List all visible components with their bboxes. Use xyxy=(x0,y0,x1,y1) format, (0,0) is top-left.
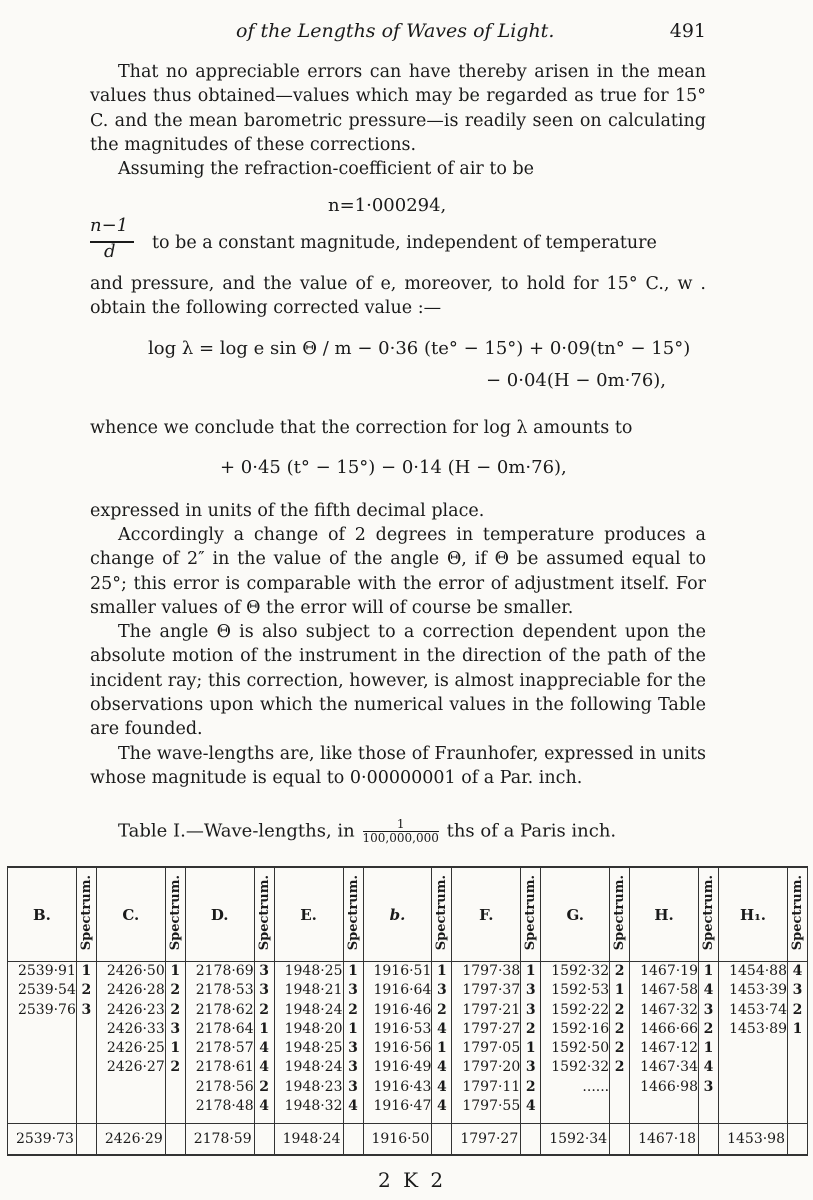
spectrum-number: 2 xyxy=(170,982,181,999)
wavelength-value: 1916·47 xyxy=(373,1098,432,1115)
wavelength-value: 2539·76 xyxy=(17,1001,76,1018)
spectrum-number: 3 xyxy=(703,1078,714,1095)
mean-value: 2426·29 xyxy=(96,1124,165,1156)
wavelength-value: 1592·16 xyxy=(551,1020,610,1037)
wavelength-value: 1916·64 xyxy=(373,982,432,999)
values-col xyxy=(185,962,254,1124)
paragraph-3-tail: to be a constant magnitude, independent of temperature xyxy=(152,233,657,253)
mean-spectrum-blank xyxy=(432,1124,452,1156)
spectrum-number: 2 xyxy=(259,1078,269,1095)
header-spectrum xyxy=(343,867,363,962)
spectrum-number: 1 xyxy=(525,963,536,979)
header-line-d: D. xyxy=(185,867,254,962)
spectrum-label: Spectrum. xyxy=(790,874,805,951)
spectrum-number: 3 xyxy=(792,982,803,999)
mean-spectrum-blank xyxy=(343,1124,363,1156)
page-number: 491 xyxy=(669,20,706,42)
wavelength-value: 2178·57 xyxy=(195,1040,254,1057)
mean-value: 1453·98 xyxy=(719,1124,788,1156)
paragraph-1: That no appreciable errors can have thereby arisen in the mean values thus obtained—values which may be regarded as true for 15° C. and the mean barometric pressure—is readily seen on calculating the magnitudes of these corrections. xyxy=(90,62,706,155)
wavelength-value: 2539·54 xyxy=(17,982,76,999)
mean-value: 1467·18 xyxy=(630,1124,699,1156)
wavelength-value: 1592·32 xyxy=(551,963,610,979)
spectrum-number: 3 xyxy=(703,1001,714,1018)
spectra-col xyxy=(254,962,274,1124)
spectrum-number: 3 xyxy=(348,982,358,999)
spectrum-number: 3 xyxy=(525,1059,536,1076)
spectrum-number: 1 xyxy=(259,1020,269,1037)
mean-spectrum-blank xyxy=(699,1124,719,1156)
wavelength-value: 1948·24 xyxy=(284,1001,343,1018)
spectra-col xyxy=(521,962,541,1124)
spectrum-number: 3 xyxy=(437,982,447,999)
wavelength-value: 1467·58 xyxy=(640,982,698,999)
header-line-h: H. xyxy=(630,867,699,962)
wavelength-value: 1948·21 xyxy=(284,982,343,999)
page-header xyxy=(236,20,706,48)
mean-value: 2539·73 xyxy=(8,1124,77,1156)
spectrum-number: 2 xyxy=(170,1059,181,1076)
wavelength-value: 1466·98 xyxy=(640,1078,698,1095)
wavelength-value: 1453·39 xyxy=(729,982,787,999)
values-col xyxy=(630,962,699,1124)
spectrum-label: Spectrum. xyxy=(256,874,272,951)
spectrum-number: 2 xyxy=(614,963,625,979)
wavelength-value: 2426·27 xyxy=(106,1059,165,1076)
wavelength-value: 2178·53 xyxy=(195,982,254,999)
spectrum-number: 1 xyxy=(792,1020,803,1037)
wavelength-value: 2178·69 xyxy=(195,963,254,979)
wavelength-value: 1466·66 xyxy=(640,1020,698,1037)
wavelength-value: 2426·25 xyxy=(106,1040,165,1057)
spectrum-number: 2 xyxy=(614,1020,625,1037)
caption-fraction xyxy=(363,818,439,845)
paragraph-6: Accordingly a change of 2 degrees in temperature produces a change of 2″ in the value of the angle Θ, if Θ be assumed equal to 25°; this error is comparable with the error of adjustment itself. For smaller values of Θ the error will of course be smaller. xyxy=(90,525,706,618)
wavelength-value: 1797·27 xyxy=(462,1020,521,1037)
running-title: of the Lengths of Waves of Light. xyxy=(236,20,555,42)
spectra-col xyxy=(610,962,630,1124)
table-caption xyxy=(118,818,718,858)
spectrum-number: 3 xyxy=(259,982,269,999)
header-spectrum xyxy=(788,867,808,962)
wavelength-value: 1797·05 xyxy=(462,1040,521,1057)
header-line-b-small: b. xyxy=(363,867,432,962)
wavelength-value: 2178·64 xyxy=(195,1020,254,1037)
spectra-col xyxy=(165,962,185,1124)
spectrum-number: 3 xyxy=(348,1059,358,1076)
spectrum-number: 2 xyxy=(81,982,92,999)
wavelength-value: 1948·32 xyxy=(284,1098,343,1115)
spectrum-label: Spectrum. xyxy=(78,874,94,951)
equation-refraction: n=1·000294, xyxy=(328,195,447,216)
header-spectrum xyxy=(432,867,452,962)
header-spectrum xyxy=(254,867,274,962)
wavelength-value: 1797·20 xyxy=(462,1059,521,1076)
mean-spectrum-blank xyxy=(521,1124,541,1156)
fraction-numerator: n−1 xyxy=(90,215,129,236)
spectrum-number: 4 xyxy=(525,1098,536,1115)
spectrum-number: 3 xyxy=(81,1001,92,1018)
caption-fraction-denominator: 100,000,000 xyxy=(362,831,439,845)
wavelength-value: 1948·23 xyxy=(284,1078,343,1095)
spectra-col xyxy=(432,962,452,1124)
equation-log-lambda-line-2: − 0·04(H − 0m·76), xyxy=(486,370,667,391)
wavelength-value: 1454·88 xyxy=(729,963,787,979)
spectrum-number: 4 xyxy=(437,1059,447,1076)
spectrum-number: 3 xyxy=(525,982,536,999)
spectrum-label: Spectrum. xyxy=(523,874,539,951)
wavelength-value: 2539·91 xyxy=(17,963,76,979)
wavelength-value: 1916·46 xyxy=(373,1001,432,1018)
wavelength-value: 1916·49 xyxy=(373,1059,432,1076)
caption-suffix: ths of a Paris inch. xyxy=(446,820,617,842)
mean-value: 1948·24 xyxy=(274,1124,343,1156)
wave-lengths-table xyxy=(7,866,808,1156)
spectrum-label: Spectrum. xyxy=(434,874,450,951)
wavelength-value: 1916·53 xyxy=(373,1020,432,1037)
mean-spectrum-blank xyxy=(165,1124,185,1156)
spectrum-number: 1 xyxy=(170,1040,181,1057)
paragraph-8: The wave-lengths are, like those of Fraunhofer, expressed in units whose magnitude is equal to 0·00000001 of a Par. inch. xyxy=(90,744,706,789)
spectrum-number: 4 xyxy=(259,1040,269,1057)
header-spectrum xyxy=(521,867,541,962)
spectrum-number: 3 xyxy=(348,1078,358,1095)
wavelength-value: 1453·74 xyxy=(729,1001,787,1018)
wavelength-value: 1916·43 xyxy=(373,1078,432,1095)
spectrum-number: 3 xyxy=(170,1020,181,1037)
spectrum-number: 4 xyxy=(259,1098,269,1115)
caption-prefix: Table I.—Wave-lengths, in xyxy=(118,820,355,842)
wavelength-value: 1797·37 xyxy=(462,982,521,999)
wavelength-value: 1592·22 xyxy=(551,1001,610,1018)
header-line-h1: H₁. xyxy=(719,867,788,962)
signature-mark: 2 K 2 xyxy=(378,1168,447,1192)
mean-spectrum-blank xyxy=(788,1124,808,1156)
wavelength-value: 2426·23 xyxy=(106,1001,165,1018)
spectrum-number: 1 xyxy=(348,1020,358,1037)
spectrum-number: 1 xyxy=(81,963,92,979)
paragraph-7: The angle Θ is also subject to a correction dependent upon the absolute motion of the instrument in the direction of the path of the incident ray; this correction, however, is almost inappreciable for the observations upon which the numerical values in the following Table are founded. xyxy=(90,622,706,740)
spectrum-number: 1 xyxy=(348,963,358,979)
spectrum-number xyxy=(610,1078,629,1097)
spectrum-number: 4 xyxy=(437,1078,447,1095)
spectrum-number: 3 xyxy=(259,963,269,979)
wavelength-value: 1592·53 xyxy=(551,982,610,999)
equation-correction: + 0·45 (t° − 15°) − 0·14 (H − 0m·76), xyxy=(220,457,567,478)
spectrum-number: 4 xyxy=(703,982,714,999)
fraction-denominator: d xyxy=(104,241,116,262)
spectrum-number: 3 xyxy=(525,1001,536,1018)
header-line-e: E. xyxy=(274,867,343,962)
spectrum-number: 1 xyxy=(614,982,625,999)
header-spectrum xyxy=(76,867,96,962)
mean-value: 1916·50 xyxy=(363,1124,432,1156)
spectrum-number: 1 xyxy=(703,963,714,979)
wavelength-value: 2426·28 xyxy=(106,982,165,999)
mean-value: 2178·59 xyxy=(185,1124,254,1156)
header-line-b: B. xyxy=(8,867,77,962)
mean-value: 1797·27 xyxy=(452,1124,521,1156)
spectra-col xyxy=(699,962,719,1124)
wavelength-value: 1467·19 xyxy=(640,963,698,979)
paragraph-4: whence we conclude that the correction for log λ amounts to xyxy=(90,418,633,438)
spectrum-label: Spectrum. xyxy=(345,874,361,951)
wavelength-value: 1948·25 xyxy=(284,963,343,979)
wavelength-value: ...... xyxy=(582,1078,610,1095)
wavelength-value: 1592·32 xyxy=(551,1059,610,1076)
values-col xyxy=(8,962,77,1124)
spectrum-number: 2 xyxy=(170,1001,181,1018)
spectrum-number: 3 xyxy=(348,1040,358,1057)
spectrum-number: 2 xyxy=(259,1001,269,1018)
spectrum-number: 2 xyxy=(703,1020,714,1037)
table-body-row xyxy=(8,962,808,1124)
wavelength-value: 1797·38 xyxy=(462,963,521,979)
spectrum-number: 4 xyxy=(437,1098,447,1115)
wavelength-value: 1797·55 xyxy=(462,1098,521,1115)
paragraph-2: Assuming the refraction-coefficient of air to be xyxy=(118,159,535,179)
mean-spectrum-blank xyxy=(76,1124,96,1156)
wavelength-value: 1467·12 xyxy=(640,1040,698,1057)
values-col xyxy=(452,962,521,1124)
mean-spectrum-blank xyxy=(254,1124,274,1156)
spectrum-number: 2 xyxy=(614,1040,625,1057)
spectrum-number: 1 xyxy=(170,963,181,979)
wavelength-value: 1948·25 xyxy=(284,1040,343,1057)
wavelength-value: 2426·50 xyxy=(106,963,165,979)
spectrum-number: 2 xyxy=(348,1001,358,1018)
equation-log-lambda-line-1: log λ = log e sin Θ / m − 0·36 (te° − 15°) + 0·09(tn° − 15°) xyxy=(148,338,691,359)
wavelength-value: 1467·34 xyxy=(640,1059,698,1076)
spectrum-number: 4 xyxy=(348,1098,358,1115)
wavelength-value: 1916·56 xyxy=(373,1040,432,1057)
header-line-f: F. xyxy=(452,867,521,962)
spectrum-number: 1 xyxy=(437,963,447,979)
spectrum-number: 4 xyxy=(792,963,803,979)
values-col xyxy=(541,962,610,1124)
header-spectrum xyxy=(699,867,719,962)
spectrum-number: 1 xyxy=(437,1040,447,1057)
table-mean-row xyxy=(8,1124,808,1156)
spectrum-number: 2 xyxy=(525,1078,536,1095)
wavelength-value: 1467·32 xyxy=(640,1001,698,1018)
spectrum-number: 1 xyxy=(525,1040,536,1057)
paragraph-3-rest: and pressure, and the value of e, moreover, to hold for 15° C., w . obtain the following corrected value :— xyxy=(90,274,706,319)
wavelength-value: 1948·24 xyxy=(284,1059,343,1076)
header-line-c: C. xyxy=(96,867,165,962)
values-col xyxy=(274,962,343,1124)
values-col xyxy=(363,962,432,1124)
header-spectrum xyxy=(165,867,185,962)
spectrum-number: 2 xyxy=(614,1059,625,1076)
wavelength-value: 1948·20 xyxy=(284,1020,343,1037)
mean-spectrum-blank xyxy=(610,1124,630,1156)
paragraph-5: expressed in units of the fifth decimal place. xyxy=(90,501,485,521)
spectrum-number: 4 xyxy=(259,1059,269,1076)
spectrum-number: 2 xyxy=(525,1020,536,1037)
spectrum-label: Spectrum. xyxy=(167,874,183,951)
wavelength-value: 1797·21 xyxy=(462,1001,521,1018)
header-spectrum xyxy=(610,867,630,962)
wavelength-value: 1592·50 xyxy=(551,1040,610,1057)
wavelength-value: 2178·48 xyxy=(195,1098,254,1115)
wavelength-value: 1916·51 xyxy=(373,963,432,979)
spectrum-number: 4 xyxy=(437,1020,447,1037)
spectra-col xyxy=(76,962,96,1124)
spectrum-label: Spectrum. xyxy=(612,874,628,951)
wavelength-value: 2178·62 xyxy=(195,1001,254,1018)
wavelength-value: 2178·56 xyxy=(195,1078,254,1095)
values-col xyxy=(719,962,788,1124)
wavelength-value: 1797·11 xyxy=(462,1078,521,1095)
spectrum-number: 2 xyxy=(792,1001,803,1018)
spectra-col xyxy=(343,962,363,1124)
spectra-col xyxy=(788,962,808,1124)
wavelength-value: 2178·61 xyxy=(195,1059,254,1076)
table-header-row xyxy=(8,867,808,962)
wavelength-value: 2426·33 xyxy=(106,1020,165,1037)
spectrum-number: 4 xyxy=(703,1059,714,1076)
spectrum-number: 1 xyxy=(703,1040,714,1057)
spectrum-label: Spectrum. xyxy=(701,874,716,951)
wavelength-value: 1453·89 xyxy=(729,1020,787,1037)
values-col xyxy=(96,962,165,1124)
mean-value: 1592·34 xyxy=(541,1124,610,1156)
spectrum-number: 2 xyxy=(614,1001,625,1018)
spectrum-number: 2 xyxy=(437,1001,447,1018)
header-line-g: G. xyxy=(541,867,610,962)
caption-fraction-numerator: 1 xyxy=(363,818,439,832)
